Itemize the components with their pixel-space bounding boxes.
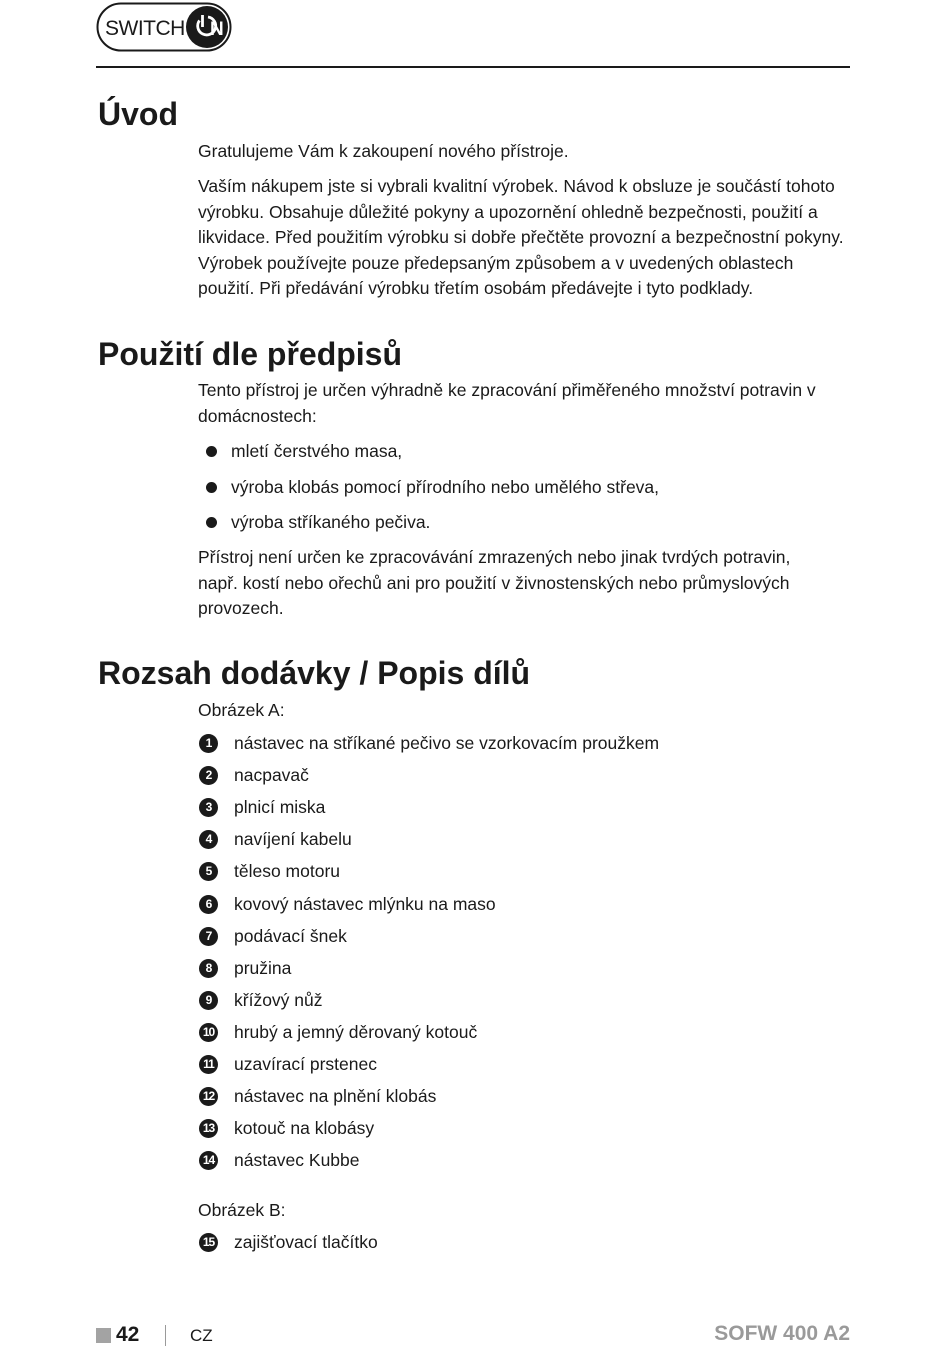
- text-line: Vaším nákupem jste si vybrali kvalitní výrobek. Návod k obsluze je součástí tohoto: [198, 176, 835, 196]
- text-line: použití. Při předávání výrobku třetím osobám předávejte i tyto podklady.: [198, 278, 754, 298]
- text-line: např. kostí nebo ořechů ani pro použití v živnostenských nebo průmyslových: [198, 572, 790, 593]
- part-name: křížový nůž: [234, 990, 323, 1010]
- part-number-badge: 14: [199, 1151, 218, 1170]
- part-name: plnicí miska: [234, 797, 326, 817]
- switch-on-logo: [96, 2, 232, 52]
- intended-use-intro: [198, 378, 848, 429]
- text-line: Tento přístroj je určen výhradně ke zpracování přiměřeného množství potravin v: [198, 380, 816, 400]
- bullet-icon: [206, 517, 217, 528]
- section-title-intended-use: Použití dle předpisů: [98, 336, 403, 372]
- part-number-badge: 11: [199, 1055, 218, 1074]
- part-name: uzavírací prstenec: [234, 1054, 377, 1074]
- page-number: 42: [116, 1323, 140, 1346]
- text-line: Přístroj není určen ke zpracovávání zmrazených nebo jinak tvrdých potravin,: [198, 547, 791, 567]
- part-name: zajišťovací tlačítko: [234, 1232, 378, 1252]
- svg-text:SWITCH: SWITCH: [105, 17, 185, 40]
- part-number-badge: 6: [199, 895, 218, 914]
- part-number-badge: 1: [199, 734, 218, 753]
- figure-b-label: Obrázek B:: [198, 1200, 286, 1220]
- part-number-badge: 7: [199, 927, 218, 946]
- part-name: kotouč na klobásy: [234, 1118, 375, 1138]
- part-number-badge: 8: [199, 959, 218, 978]
- part-name: nástavec na plnění klobás: [234, 1086, 437, 1106]
- footer-divider: [165, 1325, 166, 1346]
- figure-a-label: Obrázek A:: [198, 700, 285, 720]
- part-name: nacpavač: [234, 765, 309, 785]
- language-code: CZ: [190, 1326, 213, 1345]
- part-name: navíjení kabelu: [234, 829, 352, 849]
- part-name: nástavec na stříkané pečivo se vzorkovacím proužkem: [234, 733, 660, 753]
- part-name: těleso motoru: [234, 861, 341, 881]
- part-number-badge: 2: [199, 766, 218, 785]
- part-number-badge: 15: [199, 1233, 218, 1252]
- text-line: domácnostech:: [198, 405, 317, 426]
- text-line: výrobku. Obsahuje důležité pokyny a upozornění ohledně bezpečnosti, použití a: [198, 201, 818, 222]
- part-name: hrubý a jemný děrovaný kotouč: [234, 1022, 478, 1042]
- bullet-icon: [206, 482, 217, 493]
- bullet-icon: [206, 446, 217, 457]
- intro-paragraph-1: [198, 139, 848, 165]
- part-name: nástavec Kubbe: [234, 1150, 360, 1170]
- part-name: pružina: [234, 958, 292, 978]
- section-title-intro: Úvod: [98, 96, 178, 132]
- svg-text:N: N: [210, 19, 224, 40]
- section-title-delivery: Rozsah dodávky / Popis dílů: [98, 655, 531, 691]
- part-number-badge: 5: [199, 862, 218, 881]
- part-number-badge: 12: [199, 1087, 218, 1106]
- header-rule: [96, 66, 850, 68]
- part-name: kovový nástavec mlýnku na maso: [234, 894, 496, 914]
- part-number-badge: 4: [199, 830, 218, 849]
- text-line: Gratulujeme Vám k zakoupení nového přístroje.: [198, 141, 569, 161]
- list-item-text: výroba stříkaného pečiva.: [231, 512, 431, 532]
- model-code: SOFW 400 A2: [714, 1322, 850, 1345]
- footer-square-icon: [96, 1328, 111, 1343]
- list-item-text: výroba klobás pomocí přírodního nebo umělého střeva,: [231, 477, 660, 497]
- part-number-badge: 3: [199, 798, 218, 817]
- part-number-badge: 10: [199, 1023, 218, 1042]
- text-line: likvidace. Před použitím výrobku si dobře přečtěte provozní a bezpečnostní pokyny.: [198, 227, 844, 247]
- text-line: provozech.: [198, 598, 284, 618]
- text-line: Výrobek používejte pouze předepsaným způsobem a v uvedených oblastech: [198, 252, 794, 273]
- intro-paragraph-2: [198, 174, 848, 302]
- intended-use-outro: [198, 545, 848, 622]
- part-number-badge: 9: [199, 991, 218, 1010]
- part-name: podávací šnek: [234, 926, 347, 946]
- list-item-text: mletí čerstvého masa,: [231, 441, 403, 461]
- part-number-badge: 13: [199, 1119, 218, 1138]
